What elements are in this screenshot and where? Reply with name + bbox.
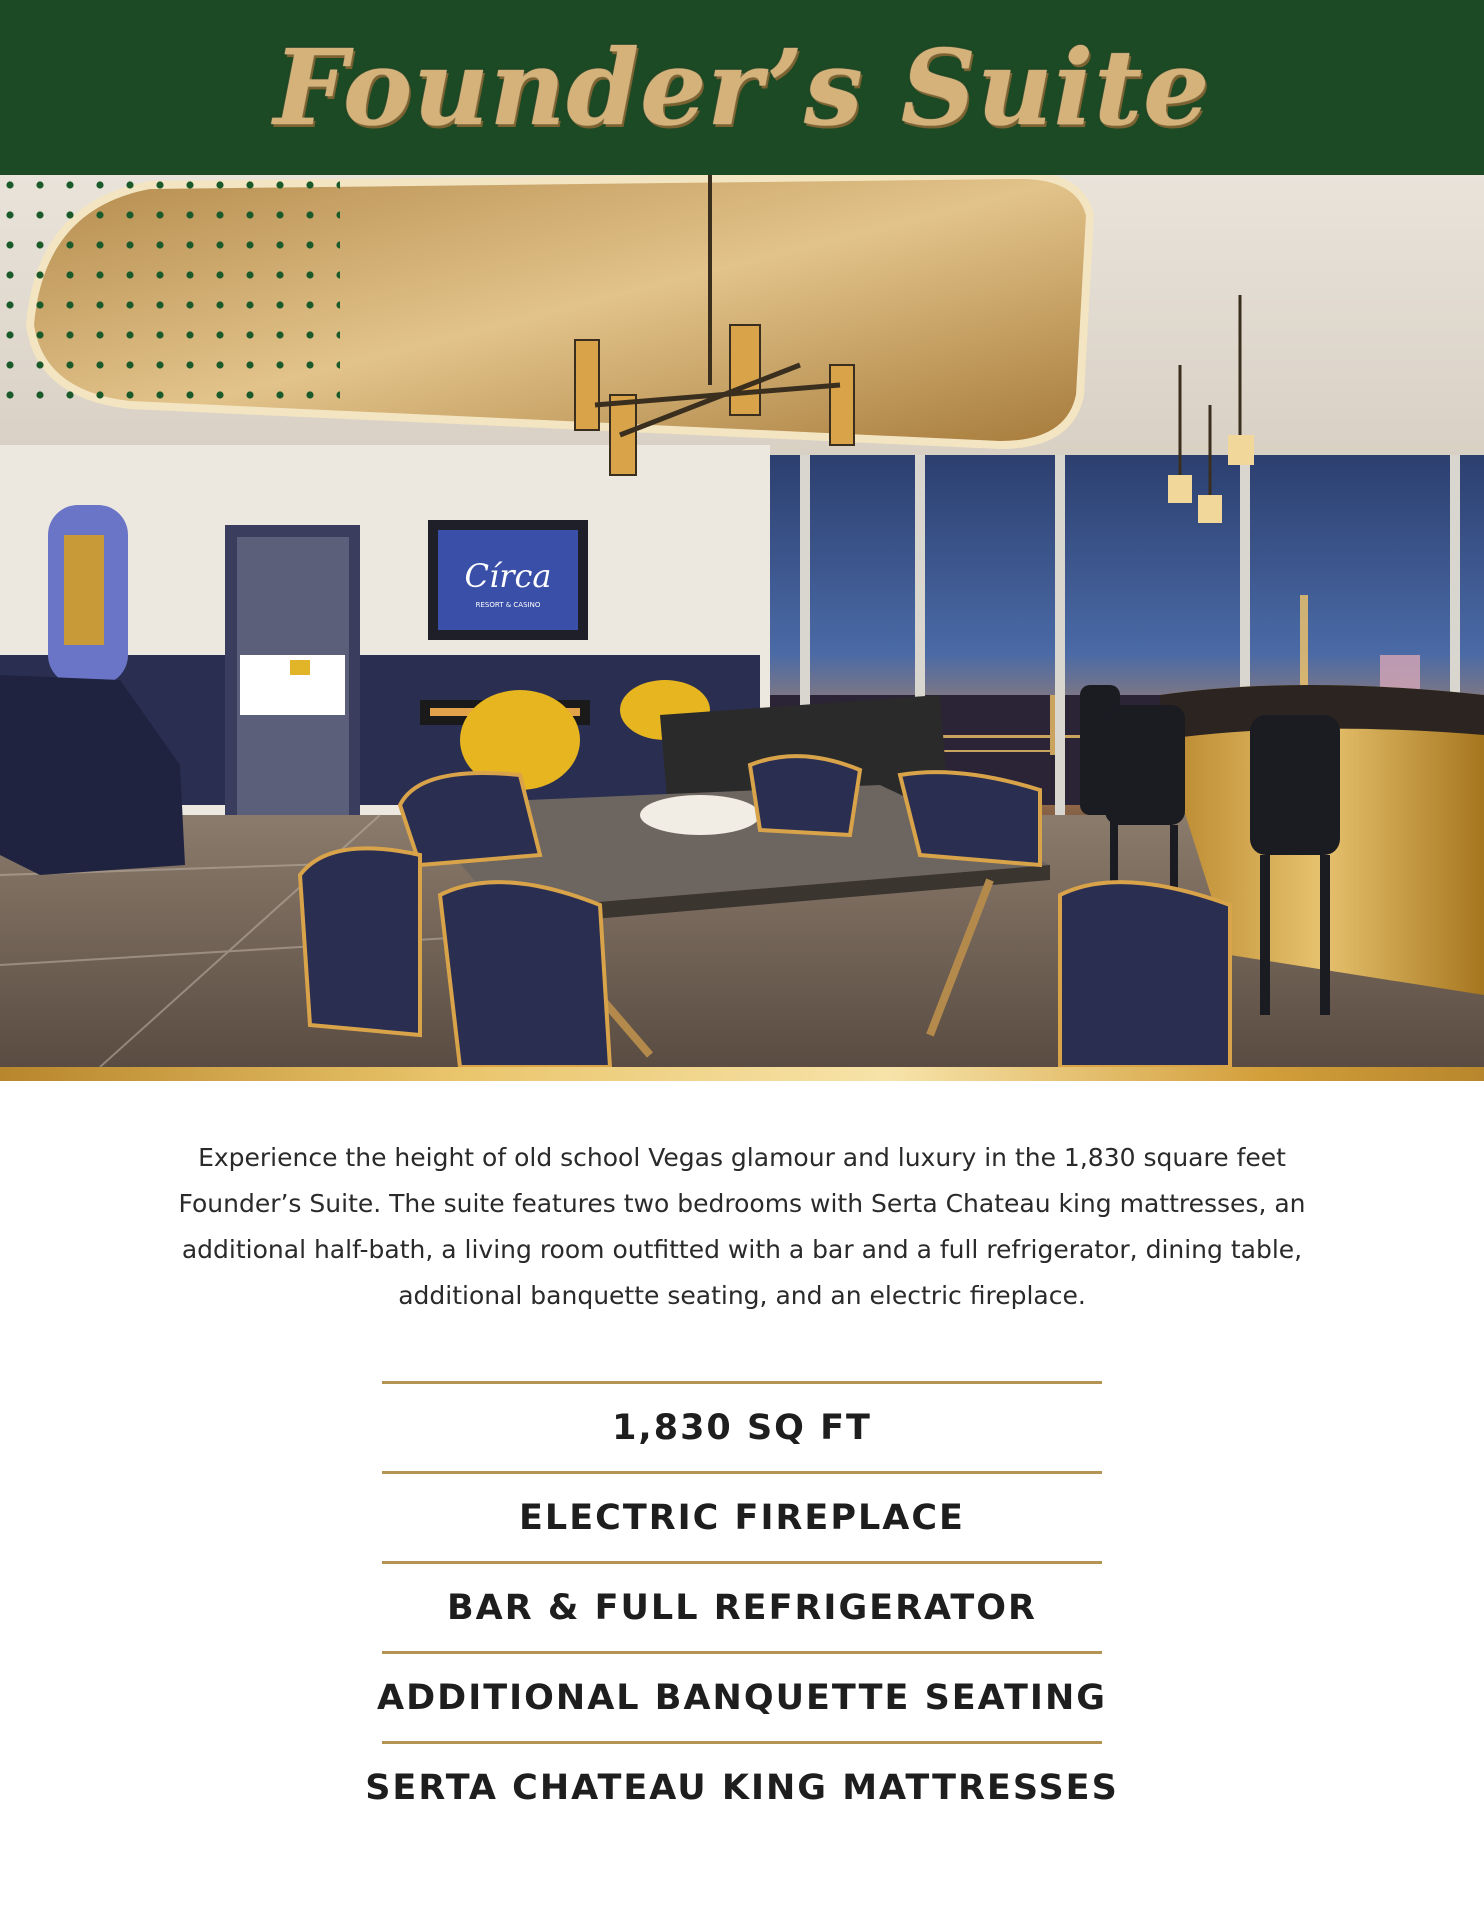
feature-item-square-footage: 1,830 SQ FT (382, 1381, 1102, 1471)
tv-logo: Círca (464, 557, 552, 595)
suite-photo (0, 175, 1484, 1067)
suite-photo-illustration (0, 175, 1484, 1067)
page-title: Founder’s Suite (273, 26, 1211, 149)
feature-item-mattresses: SERTA CHATEAU KING MATTRESSES (382, 1741, 1102, 1831)
header-banner (0, 0, 1484, 175)
feature-item-banquette: ADDITIONAL BANQUETTE SEATING (382, 1651, 1102, 1741)
feature-list (365, 1381, 1119, 1831)
tv-logo-sub: RESORT & CASINO (475, 601, 541, 609)
gold-divider-strip (0, 1067, 1484, 1081)
suite-description: Experience the height of old school Vegas glamour and luxury in the 1,830 square feet Founder’s Suite. The suite features two bedrooms with Serta Chateau king mattresses, an additional half-bath, a living room outfitted with a bar and a full refrigerator, dining table, additional banquette seating, and an electric fireplace. (178, 1143, 1306, 1310)
feature-item-bar: BAR & FULL REFRIGERATOR (382, 1561, 1102, 1651)
feature-item-fireplace: ELECTRIC FIREPLACE (382, 1471, 1102, 1561)
